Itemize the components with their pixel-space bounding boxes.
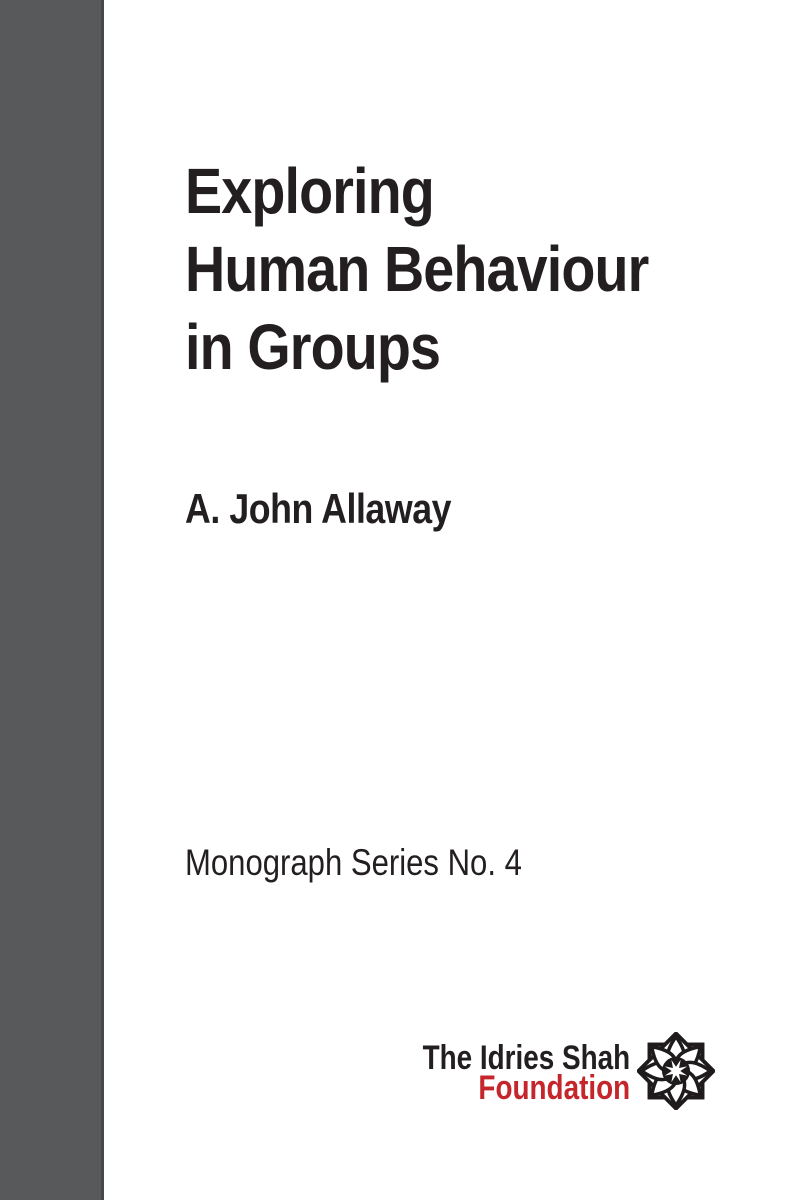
foundation-rosette-icon (637, 1032, 715, 1110)
title-line-3: in Groups (185, 311, 441, 383)
title-line-2: Human Behaviour (185, 233, 649, 305)
author-name: A. John Allaway (185, 485, 452, 532)
publisher-name: The Idries Shah (422, 1039, 630, 1077)
book-title (185, 152, 648, 386)
series-label: Monograph Series No. 4 (185, 842, 522, 883)
title-line-1: Exploring (185, 155, 434, 227)
publisher-logo-text (422, 1039, 630, 1107)
spine-stripe (0, 0, 104, 1200)
publisher-foundation: Foundation (478, 1069, 630, 1107)
